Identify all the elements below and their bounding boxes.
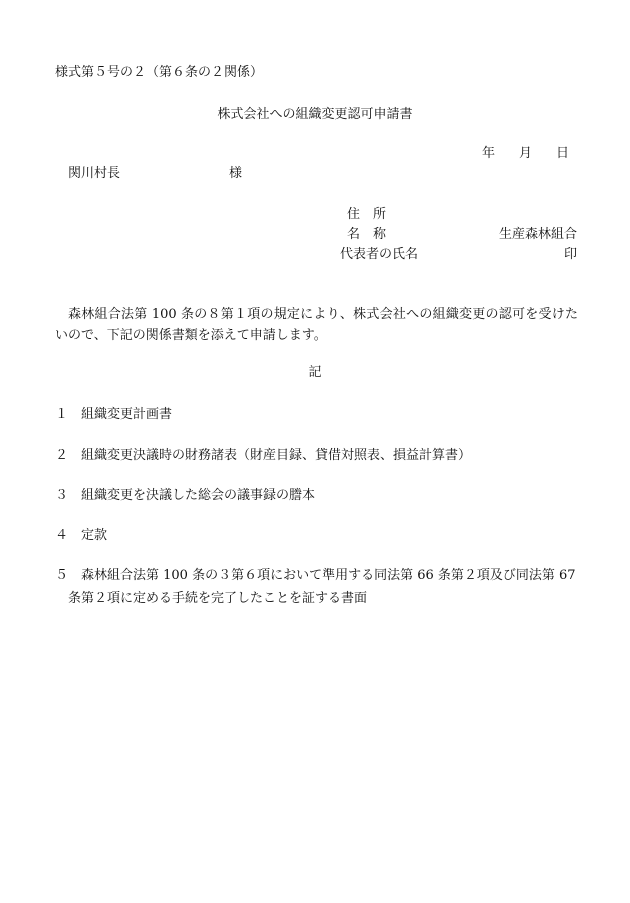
list-item-number: ５ [55,568,69,583]
list-item-number: ３ [55,488,69,503]
list-item-number: ４ [55,528,69,543]
list-item-text: 組織変更決議時の財務諸表（財産目録、貸借対照表、損益計算書） [81,448,472,463]
form-number: 様式第５号の２（第６条の２関係） [55,65,264,80]
list-item [55,444,580,467]
document-title: 株式会社への組織変更認可申請書 [217,107,413,122]
seal-mark: 印 [563,247,577,262]
date-month: 月 [519,146,533,161]
list-item [55,564,580,610]
address-label: 住 所 [347,207,387,222]
list-item-text: 定款 [81,528,108,543]
list-item [55,524,580,547]
list-item-text: 組織変更を決議した総会の議事録の謄本 [81,488,316,503]
list-item-text: 森林組合法第 100 条の３第６項において準用する同法第 66 条第２項及び同法第 67 [81,568,576,583]
date-year: 年 [482,146,496,161]
list-item-number: １ [55,407,69,422]
body-paragraph: 森林組合法第 100 条の８第１項の規定により、株式会社への組織変更の認可を受けたいので、下記の関係書類を添えて申請します。 [55,307,578,343]
addressee-honorific: 様 [229,166,243,181]
organization-name: 生産森林組合 [498,227,577,242]
date-day: 日 [556,146,570,161]
list-item-text: 組織変更計画書 [81,407,173,422]
list-item-number: ２ [55,448,69,463]
representative-label: 代表者の氏名 [340,247,419,262]
addressee-name: 関川村長 [68,166,121,181]
name-label: 名 称 [347,227,387,242]
list-item [55,403,580,426]
list-item [55,484,580,507]
date-line [482,147,569,160]
ki-heading: 記 [308,365,322,380]
list-item-text-continued: 条第２項に定める手続を完了したことを証する書面 [68,591,368,606]
